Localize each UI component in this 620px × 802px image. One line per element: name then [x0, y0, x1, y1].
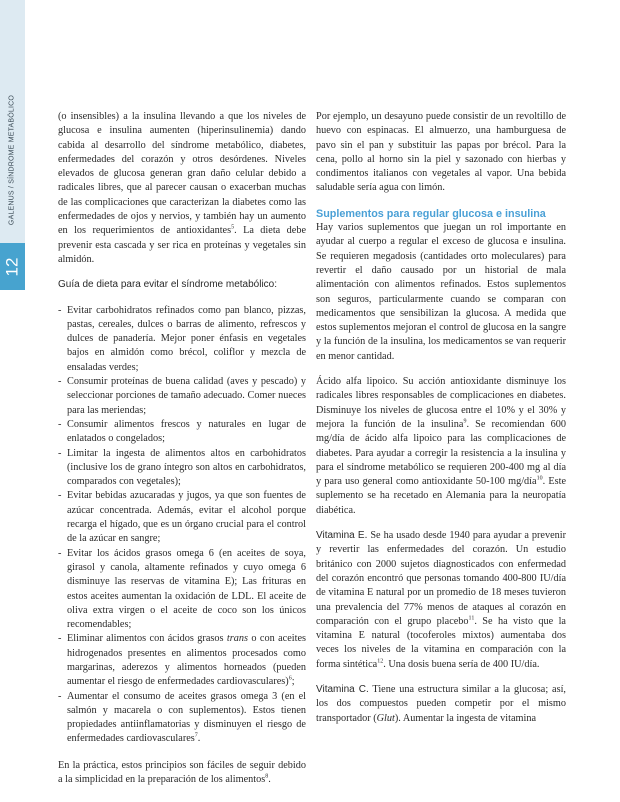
text-run: .: [268, 774, 271, 786]
diet-guide-item: [58, 304, 306, 375]
vitamin-e-label: Vitamina E.: [316, 530, 368, 542]
diet-guide-item: [58, 375, 306, 418]
diet-guide-item: [58, 418, 306, 447]
text-run: Tiene una estructura similar a la glucosa; así, los dos compuestos pueden competir por el mismo transportador (: [316, 683, 566, 724]
diet-guide-item: [58, 447, 306, 490]
alpha-lipoic-paragraph: [316, 375, 566, 518]
running-head: GALENUS / SÍNDROME METABÓLICO: [8, 94, 16, 226]
left-column: [58, 110, 306, 798]
text-run: Ácido alfa lipoico. Su acción antioxidante disminuye los radicales libres responsables de complicaciones en diabetes. Disminuye los niveles de glucosa entre el 10% y el 30% y mejora la función de la insulina: [316, 376, 566, 430]
text-run: Limitar la ingesta de alimentos altos en carbohidratos (inclusive los de grano íntegro son altos en carbohidratos, comparados con vegetales);: [67, 447, 306, 488]
diet-guide-item: [58, 632, 306, 689]
text-run: . Se recomiendan 600 mg/día de ácido alfa lipoico para las complicaciones de diabetes. Para ayudar a corregir la resistencia a la insulina y para el síndrome metabólico se requieren 200-400 mg al día y para uso general como antioxidante 50-100 mg/día: [316, 418, 566, 488]
vitamin-c-label: Vitamina C.: [316, 683, 369, 695]
footnote-ref: 8: [265, 773, 269, 780]
footnote-ref: 12: [377, 658, 384, 665]
text-run: Por ejemplo, un desayuno puede consistir de un revoltillo de huevo con espinacas. El almuerzo, una hamburguesa de pavo sin el pan y substituir las papas por brécol. Para la cena, pollo al horno sin la piel y sazonado con hierbas y condimentos italianos con vegetales al vapor. Una bebida saludable sería agua con limón.: [316, 111, 566, 194]
text-run: o con aceites hidrogenados presentes en alimentos procesados como margarinas, aderezos y alimentos horneados (pueden aumentar el riesgo de enfermedades cardiovasculares): [67, 633, 306, 688]
text-run: . Se ha visto que la vitamina E natural (tocoferoles mixtos) aumentaba dos veces los niveles de la vitamina en comparación con la forma sintética: [316, 615, 566, 670]
practice-paragraph: [58, 759, 306, 788]
section-title: Suplementos para regular glucosa e insulina: [316, 207, 546, 220]
diet-guide-item: [58, 547, 306, 633]
text-run: Aumentar el consumo de aceites grasos omega 3 (en el salmón y macarela o con suplementos). Estos tienen propiedades antiinflamatorias y disminuyen el riesgo de enfermedades cardiovasculares: [67, 690, 306, 745]
diet-guide-list: [58, 304, 306, 747]
footnote-ref: 10: [536, 475, 543, 482]
text-run: Consumir alimentos frescos y naturales en lugar de enlatados o congelados;: [67, 418, 306, 445]
example-paragraph: [316, 110, 566, 196]
footnote-ref: 11: [468, 615, 475, 622]
text-run: . La dieta debe prevenir esta cascada y ser rica en proteínas y vegetales sin almidón.: [58, 225, 306, 265]
text-run: Evitar carbohidratos refinados como pan blanco, pizzas, pastas, cereales, dulces o barras de alimento, refrescos y dulces de panadería. Mejor poner énfasis en vegetales bajos en almidón como brécol, coliflor y mezcla de ensaladas verdes;: [67, 304, 306, 373]
footnote-ref: 6: [288, 675, 292, 682]
page-number-box: [0, 243, 25, 290]
text-run: ). Aumentar la ingesta de vitamina: [394, 712, 537, 724]
text-run: . Este suplemento se ha recetado en Alemania para la neuropatía diabética.: [316, 476, 566, 516]
diet-guide-item: [58, 690, 306, 747]
text-run: En la práctica, estos principios son fáciles de seguir debido a la simplicidad en la preparación de los alimentos: [58, 759, 306, 786]
page-number: 12: [2, 257, 22, 276]
text-run: Hay varios suplementos que juegan un rol importante en ayudar al cuerpo a regular el exceso de glucosa e insulina. Se requieren megadosis (cantidades orto moleculares) para revertir el daño causado por un historial de mala alimentación con alimentos refinados. Estos suplementos son seguros, particularmente cuando se comparan con medicamentos que sensibilizan la glucosa. A medida que estos suplementos mejoran el control de glucosa en la sangre y la función de la insulina, los medicamentos se van requerir en menor cantidad.: [316, 222, 566, 362]
right-column: [316, 110, 566, 737]
footnote-ref: 5: [231, 224, 235, 231]
text-run: Eliminar alimentos con ácidos grasos: [67, 633, 227, 645]
intro-paragraph: [58, 110, 306, 267]
vitamin-e-text: [316, 530, 566, 670]
text-run: ;: [291, 676, 295, 688]
italic-text: trans: [226, 633, 248, 645]
supplements-paragraph: [316, 221, 566, 364]
vitamin-c-paragraph: [316, 683, 566, 726]
footnote-ref: 9: [463, 418, 467, 425]
vitamin-e-paragraph: [316, 529, 566, 672]
text-run: (o insensibles) a la insulina llevando a que los niveles de glucosa e insulina aumenten (hiperinsulinemia) dando cabida al desarrollo del síndrome metabólico, diabetes, enfermedades del corazón y otros desórdenes. Niveles elevados de glucosa generan gran daño celular debido a radicales libres, que al parecer causan o exacerban muchas de las complicaciones que caracterizan la diabetes como las enfermedades de ojos y nervios, y también hay un aumento en los requerimientos de antioxidantes: [58, 111, 306, 237]
diet-guide-item: [58, 489, 306, 546]
text-run: .: [197, 733, 201, 745]
italic-text: Glut: [376, 712, 395, 724]
diet-guide-title: Guía de dieta para evitar el síndrome metabólico:: [58, 279, 278, 291]
text-run: Evitar bebidas azucaradas y jugos, ya que son fuentes de azúcar concentrada. Además, evitar el alcohol porque recarga el hígado, que es un órgano crucial para el control de la azúcar en sangre;: [67, 490, 306, 545]
text-run: Evitar los ácidos grasos omega 6 (en aceites de soya, girasol y canola, altamente refinados y cuyo omega 6 disminuye las reservas de vitamina E); Las frituras en estos aceites aumentan la oxidación de LDL. El aceite de oliva extra virgen o el aceite de coco son los únicos recomendables;: [67, 547, 306, 631]
text-run: Se ha usado desde 1940 para ayudar a prevenir y revertir las enfermedades del corazón. Un estudio británico con 2000 sujetos diagnosticados con enfermedad del corazón encontró que personas tomando 400-800 IU/día de vitamina E natural por un promedio de 18 meses tuvieron una prevalencia del 77% menos de ataques al corazón en comparación con el grupo placebo: [316, 530, 567, 627]
footnote-ref: 7: [194, 733, 198, 740]
text-run: Consumir proteínas de buena calidad (aves y pescado) y seleccionar porciones de tamaño adecuado. Comer nueces para las meriendas;: [67, 376, 306, 416]
text-run: . Una dosis buena sería de 400 IU/día.: [383, 658, 540, 670]
